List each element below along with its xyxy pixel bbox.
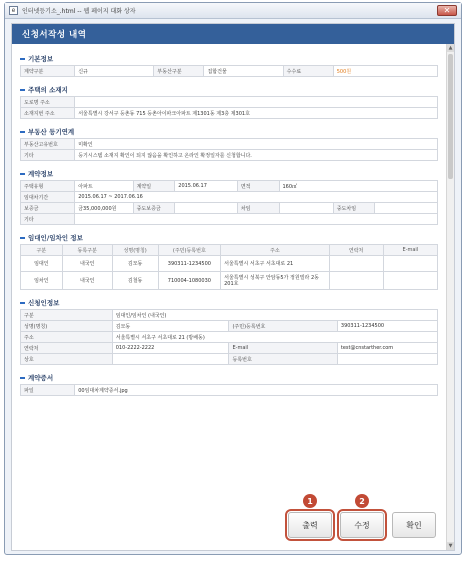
address-table: [20, 96, 438, 119]
table-cell: 임차인: [21, 272, 63, 290]
field-label: 등록번호: [229, 354, 337, 365]
section-applicant: [20, 296, 438, 365]
field-label: 기타: [21, 214, 75, 225]
field-label: 중도차임: [333, 203, 375, 214]
field-label: E-mail: [229, 343, 337, 354]
field-label: 성명(명칭): [21, 321, 113, 332]
basic-info-table: [20, 65, 438, 77]
field-label: 연락처: [21, 343, 113, 354]
dialog-content: [11, 23, 455, 551]
page-title: 신청서작성 내역: [22, 30, 87, 40]
field-value: [75, 97, 438, 108]
field-value: [337, 354, 437, 365]
document-table: [20, 384, 438, 396]
table-cell: [383, 272, 437, 290]
button-label: 수정: [354, 520, 370, 530]
column-header: E-mail: [383, 245, 437, 256]
field-label: (주민)등록번호: [229, 321, 337, 332]
table-cell: 서울특별시 서초구 서초대로 21: [221, 256, 329, 272]
parties-table: [20, 244, 438, 290]
window-title: 인터넷등기소_.html -- 웹 페이지 대화 상자: [22, 8, 136, 15]
field-label: 파일: [21, 385, 75, 396]
field-label: 계약구분: [21, 66, 75, 77]
ie-page-icon: e: [9, 6, 18, 15]
section-contract: [20, 167, 438, 225]
field-value: 집합건물: [204, 66, 283, 77]
field-value: [112, 354, 229, 365]
table-cell: 내국인: [62, 256, 112, 272]
applicant-table: [20, 309, 438, 365]
field-label: 부동산구분: [154, 66, 204, 77]
field-value: [279, 203, 333, 214]
table-cell: 710004-1080030: [158, 272, 221, 290]
field-value: [75, 214, 438, 225]
section-title: 계약증서: [28, 374, 54, 382]
field-label: 면적: [237, 181, 279, 192]
fee-value: 500원: [333, 66, 437, 77]
confirm-button[interactable]: [392, 512, 436, 538]
bullet-bar-icon: [20, 131, 25, 133]
field-value: 임대인/임차인 (내국인): [112, 310, 437, 321]
field-value: 아파트: [75, 181, 133, 192]
table-row: [21, 256, 438, 272]
field-value: 김모동: [112, 321, 229, 332]
registry-table: [20, 138, 438, 161]
field-value: [175, 203, 238, 214]
button-label: 확인: [406, 520, 422, 530]
field-label: 계약일: [133, 181, 175, 192]
column-header: 동록구분: [62, 245, 112, 256]
edit-button[interactable]: [340, 496, 384, 538]
section-document: [20, 371, 438, 396]
field-value: 서울특별시 강서구 등촌동 715 등촌아이파크아파트 제1301동 제3층 제301호: [75, 108, 438, 119]
vertical-scrollbar[interactable]: [446, 44, 454, 550]
scroll-thumb[interactable]: [448, 54, 453, 179]
field-label: 보증금: [21, 203, 75, 214]
field-label: 도로명 주소: [21, 97, 75, 108]
field-value: 금35,000,000원: [75, 203, 133, 214]
table-cell: 김모동: [112, 256, 158, 272]
table-cell: [383, 256, 437, 272]
section-registry: [20, 125, 438, 161]
bullet-bar-icon: [20, 237, 25, 239]
table-cell: 내국인: [62, 272, 112, 290]
bullet-bar-icon: [20, 173, 25, 175]
table-cell: [329, 256, 383, 272]
table-cell: 김철동: [112, 272, 158, 290]
form-body: [20, 52, 438, 402]
section-title: 계약정보: [28, 170, 54, 178]
button-label: 출력: [302, 520, 318, 530]
title-bar[interactable]: [5, 3, 461, 19]
table-row: [21, 272, 438, 290]
contract-table: [20, 180, 438, 225]
field-value: 2015.06.17: [175, 181, 238, 192]
section-title: 부동산 등기연계: [28, 128, 75, 136]
section-parties: [20, 231, 438, 290]
bullet-bar-icon: [20, 302, 25, 304]
field-value: 미확인: [75, 139, 438, 150]
file-link[interactable]: 00임대차계약증서.jpg: [75, 385, 438, 396]
field-value: 등기시스템 소재지 확인이 되지 않음을 확인하고 온라인 확정일자를 신청합니다.: [75, 150, 438, 161]
field-label: 차임: [237, 203, 279, 214]
field-label: 기타: [21, 150, 75, 161]
field-label: 주소: [21, 332, 113, 343]
column-header: 주소: [221, 245, 329, 256]
section-title: 기본정보: [28, 55, 54, 63]
field-value: test@cnstarther.com: [337, 343, 437, 354]
field-value: 2015.06.17 ~ 2017.06.16: [75, 192, 438, 203]
field-label: 부동산고유번호: [21, 139, 75, 150]
table-cell: 서울특별시 성북구 안암동5가 정원빌라 2동 201호: [221, 272, 329, 290]
print-button[interactable]: [288, 496, 332, 538]
section-title: 신청인정보: [28, 299, 60, 307]
field-value: 010-2222-2222: [112, 343, 229, 354]
field-label: 임대차기간: [21, 192, 75, 203]
table-cell: 임대인: [21, 256, 63, 272]
dialog-window: [4, 2, 462, 555]
page-header: [12, 24, 454, 44]
column-header: 성명(명칭): [112, 245, 158, 256]
section-title: 임대인/임차인 정보: [28, 234, 83, 242]
table-cell: 390311-1234500: [158, 256, 221, 272]
field-value: 신규: [75, 66, 154, 77]
section-address: [20, 83, 438, 119]
field-label: 수수료: [283, 66, 333, 77]
step-badge: 2: [355, 494, 369, 508]
field-value: [375, 203, 438, 214]
field-label: 구분: [21, 310, 113, 321]
field-value: 서울특별시 서초구 서초대로 21 (방배동): [112, 332, 437, 343]
table-cell: [329, 272, 383, 290]
column-header: (주민)등록번호: [158, 245, 221, 256]
column-header: 연락처: [329, 245, 383, 256]
step-badge: 1: [303, 494, 317, 508]
field-label: 상호: [21, 354, 113, 365]
section-basic-info: [20, 52, 438, 77]
close-button[interactable]: ✕: [437, 5, 457, 16]
bullet-bar-icon: [20, 377, 25, 379]
field-label: 주택유형: [21, 181, 75, 192]
field-value: 390311-1234500: [337, 321, 437, 332]
scroll-up-arrow-icon[interactable]: ▲: [448, 45, 453, 51]
field-label: 소재지번 주소: [21, 108, 75, 119]
bullet-bar-icon: [20, 89, 25, 91]
scroll-down-arrow-icon[interactable]: ▼: [448, 543, 453, 549]
bullet-bar-icon: [20, 58, 25, 60]
column-header: 구분: [21, 245, 63, 256]
button-bar: [288, 496, 436, 538]
field-value: 160㎡: [279, 181, 438, 192]
section-title: 주택의 소재지: [28, 86, 68, 94]
field-label: 중도보증금: [133, 203, 175, 214]
